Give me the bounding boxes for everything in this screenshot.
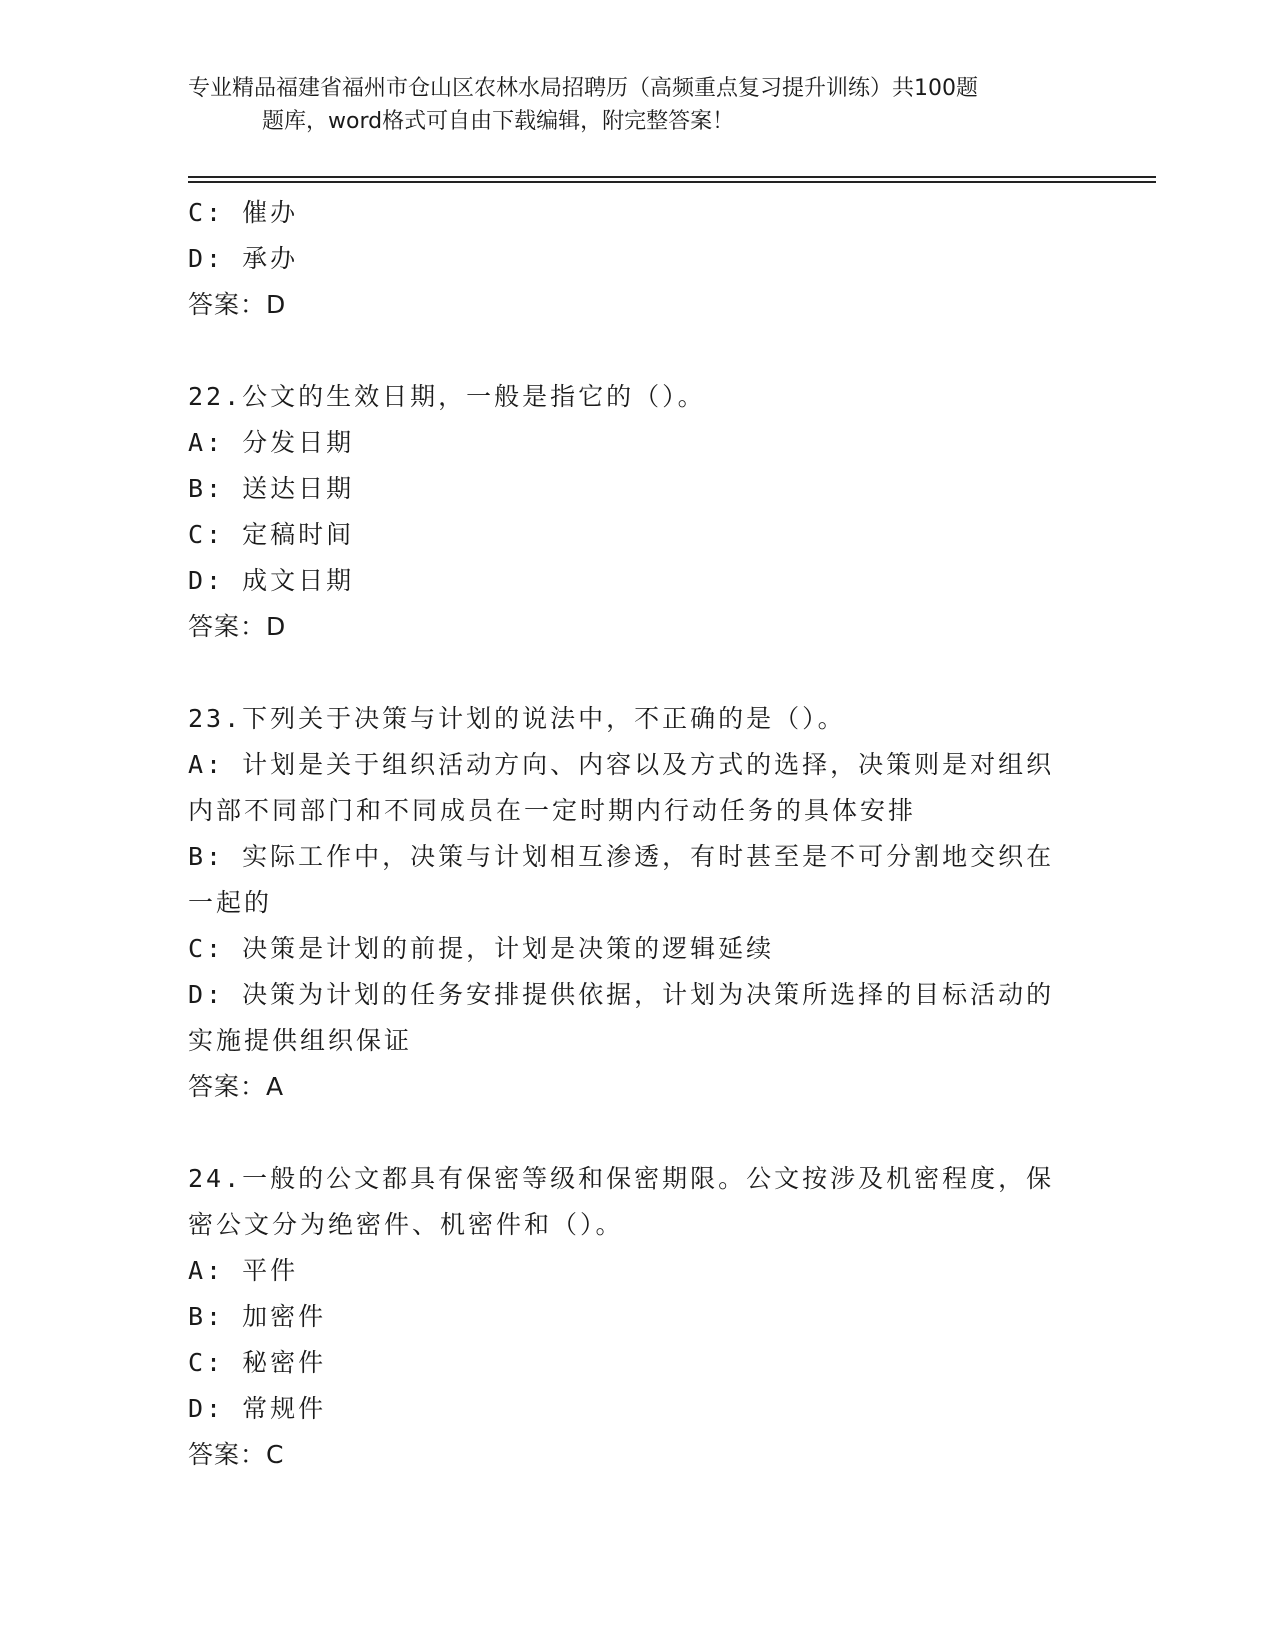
option-d: D: 常规件 [188,1394,327,1423]
answer-line: 答案：D [188,612,287,641]
option-d-line-1: D: 决策为计划的任务安排提供依据，计划为决策所选择的目标活动的 [188,980,1055,1009]
header-title-line-2: 题库，word格式可自由下载编辑，附完整答案！ [262,109,735,134]
option-c: C: 催办 [188,198,299,227]
option-b: B: 加密件 [188,1302,327,1331]
question-24 [188,1156,1088,1478]
option-d: D: 承办 [188,244,299,273]
previous-question-tail [188,190,1088,328]
option-d-line-2: 实施提供组织保证 [188,1026,413,1055]
question-stem: 22.公文的生效日期，一般是指它的（）。 [188,382,706,411]
option-c: C: 决策是计划的前提，计划是决策的逻辑延续 [188,934,775,963]
question-gap [188,328,1088,374]
option-c: C: 定稿时间 [188,520,355,549]
answer-line: 答案：A [188,1072,285,1101]
option-b-line-2: 一起的 [188,888,273,917]
question-stem-line-2: 密公文分为绝密件、机密件和（）。 [188,1210,624,1239]
option-c: C: 秘密件 [188,1348,327,1377]
question-content [188,190,1088,1478]
header-divider-bottom [188,181,1156,183]
header-title-line-1: 专业精品福建省福州市仓山区农林水局招聘历（高频重点复习提升训练）共100题 [188,76,978,101]
question-stem: 23.下列关于决策与计划的说法中，不正确的是（）。 [188,704,846,733]
option-b-line-1: B: 实际工作中，决策与计划相互渗透，有时甚至是不可分割地交织在 [188,842,1055,871]
option-a: A: 平件 [188,1256,299,1285]
header-divider-top [188,176,1156,178]
answer-line: 答案：C [188,1440,285,1469]
option-a-line-2: 内部不同部门和不同成员在一定时期内行动任务的具体安排 [188,796,917,825]
document-header [188,72,1088,138]
option-a: A: 分发日期 [188,428,355,457]
question-stem-line-1: 24.一般的公文都具有保密等级和保密期限。公文按涉及机密程度，保 [188,1164,1055,1193]
question-gap [188,1110,1088,1156]
option-d: D: 成文日期 [188,566,355,595]
answer-line: 答案：D [188,290,287,319]
question-23 [188,696,1088,1110]
option-b: B: 送达日期 [188,474,355,503]
question-22 [188,374,1088,650]
question-gap [188,650,1088,696]
option-a-line-1: A: 计划是关于组织活动方向、内容以及方式的选择，决策则是对组织 [188,750,1055,779]
